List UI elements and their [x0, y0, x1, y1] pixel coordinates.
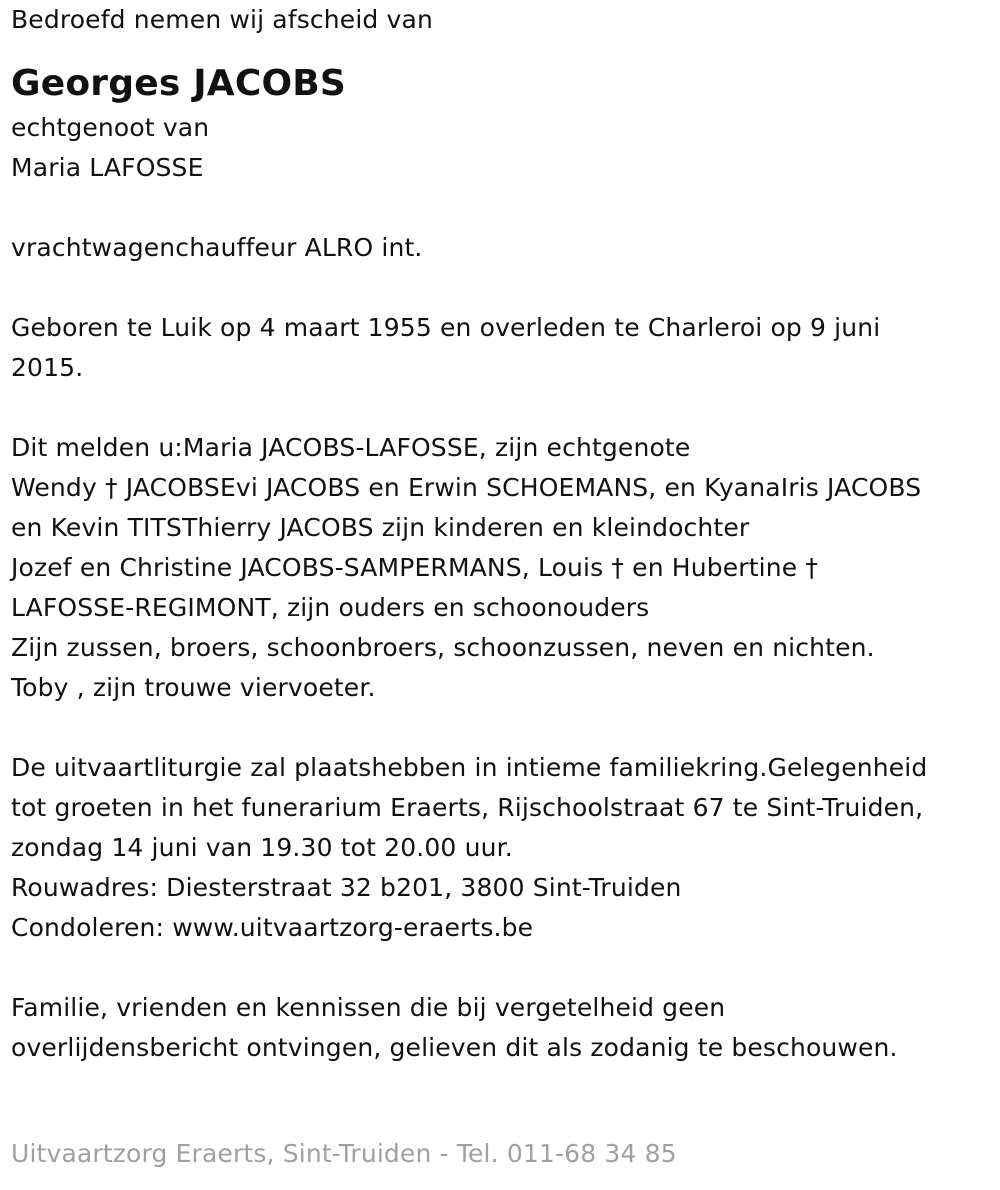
- spouse-name: Maria LAFOSSE: [11, 153, 204, 182]
- spacer: [11, 948, 996, 988]
- paragraph-line: zondag 14 juni van 19.30 tot 20.00 uur.: [11, 833, 513, 862]
- mourning-address: Rouwadres: Diesterstraat 32 b201, 3800 Sint-Truiden: [11, 873, 682, 902]
- paragraph-line: 2015.: [11, 353, 84, 382]
- paragraph-line: Dit melden u:Maria JACOBS-LAFOSSE, zijn echtgenote: [11, 433, 691, 462]
- obituary-notice: [11, 0, 996, 1068]
- funeral-home-footer: Uitvaartzorg Eraerts, Sint-Truiden - Tel. 011-68 34 85: [11, 1139, 677, 1168]
- paragraph-line: overlijdensbericht ontvingen, gelieven dit als zodanig te beschouwen.: [11, 1033, 898, 1062]
- deceased-name: Georges JACOBS: [11, 63, 347, 104]
- spouse-label: echtgenoot van: [11, 113, 210, 142]
- spacer: [11, 708, 996, 748]
- spacer: [11, 188, 996, 228]
- spacer: [11, 388, 996, 428]
- paragraph-line: LAFOSSE-REGIMONT, zijn ouders en schoonouders: [11, 593, 650, 622]
- birth-death-paragraph: [11, 308, 996, 388]
- intro-text: Bedroefd nemen wij afscheid van: [11, 5, 433, 34]
- paragraph-line: Familie, vrienden en kennissen die bij vergetelheid geen: [11, 993, 726, 1022]
- announcers-paragraph: [11, 428, 996, 708]
- occupation: vrachtwagenchauffeur ALRO int.: [11, 233, 423, 262]
- paragraph-line: Jozef en Christine JACOBS-SAMPERMANS, Louis † en Hubertine †: [11, 553, 819, 582]
- paragraph-line: Geboren te Luik op 4 maart 1955 en overleden te Charleroi op 9 juni: [11, 313, 881, 342]
- paragraph-line: en Kevin TITSThierry JACOBS zijn kinderen en kleindochter: [11, 513, 750, 542]
- paragraph-line: Wendy † JACOBSEvi JACOBS en Erwin SCHOEMANS, en KyanaIris JACOBS: [11, 473, 922, 502]
- paragraph-line: De uitvaartliturgie zal plaatshebben in intieme familiekring.Gelegenheid: [11, 753, 928, 782]
- paragraph-line: Zijn zussen, broers, schoonbroers, schoonzussen, neven en nichten.: [11, 633, 875, 662]
- paragraph-line: Toby , zijn trouwe viervoeter.: [11, 673, 376, 702]
- spacer: [11, 268, 996, 308]
- paragraph-line: tot groeten in het funerarium Eraerts, Rijschoolstraat 67 te Sint-Truiden,: [11, 793, 924, 822]
- condolence-link[interactable]: Condoleren: www.uitvaartzorg-eraerts.be: [11, 913, 534, 942]
- funeral-info-paragraph: [11, 748, 996, 948]
- closing-paragraph: [11, 988, 996, 1068]
